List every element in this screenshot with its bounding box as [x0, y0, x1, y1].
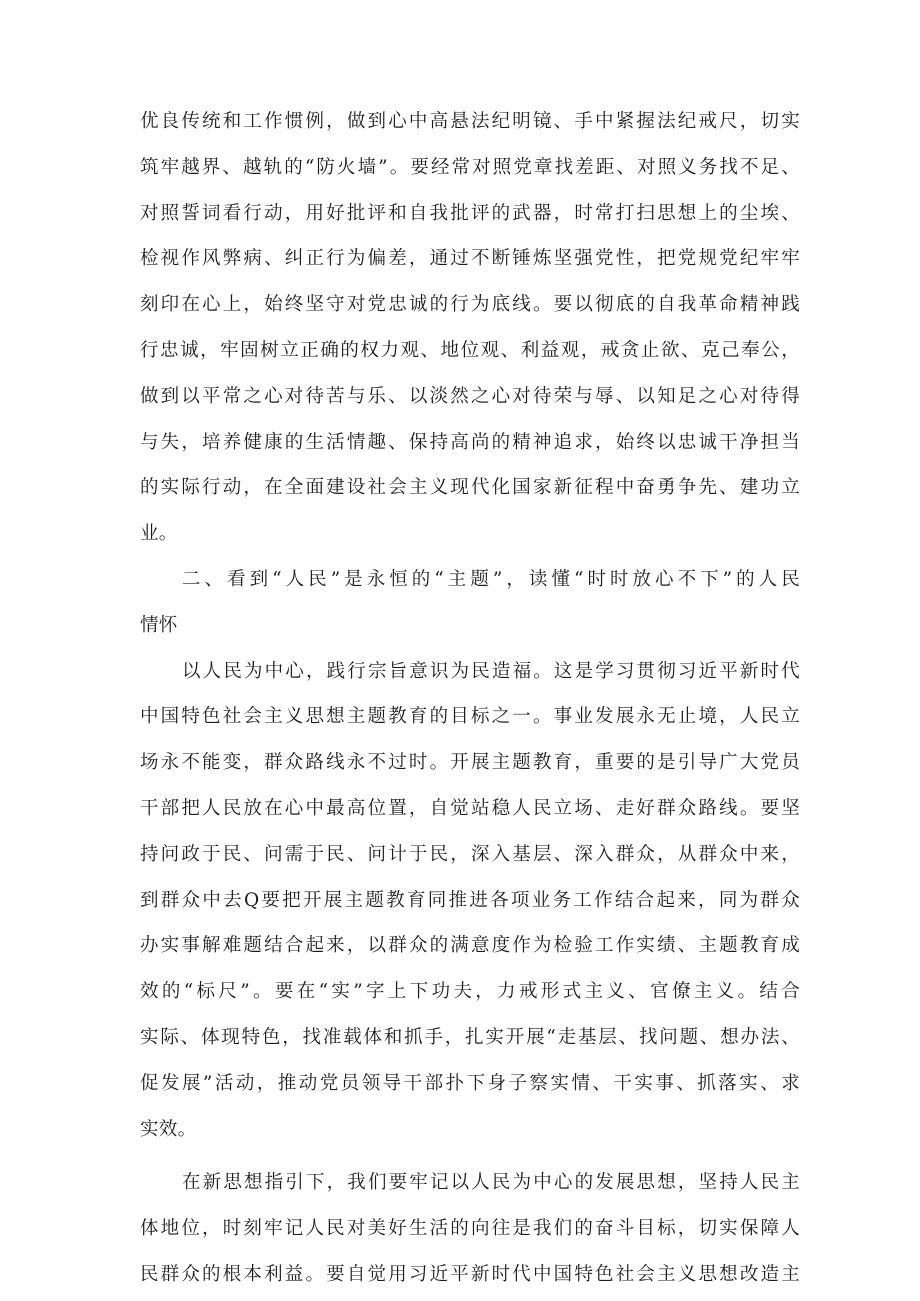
text-line: 持问政于民、问需于民、问计于民，深入基层、深入群众，从群众中来， — [140, 843, 800, 865]
text-line: 与失，培养健康的生活情趣、保持高尚的精神追求，始终以忠诚干净担当 — [140, 431, 800, 453]
text-line: 行忠诚，牢固树立正确的权力观、地位观、利益观，戒贪止欲、克己奉公， — [140, 339, 800, 361]
text-line: 办实事解难题结合起来，以群众的满意度作为检验工作实绩、主题教育成 — [140, 935, 800, 957]
text-line: 对照誓词看行动，用好批评和自我批评的武器，时常打扫思想上的尘埃、 — [140, 202, 800, 224]
text-line: 实际、体现特色，找准载体和抓手，扎实开展“走基层、找问题、想办法、 — [140, 1026, 800, 1048]
text-line: 到群众中去Q要把开展主题教育同推进各项业务工作结合起来，同为群众 — [140, 889, 800, 911]
heading-line: 情怀 — [140, 614, 178, 636]
text-line: 检视作风弊病、纠正行为偏差，通过不断锤炼坚强党性，把党规党纪牢牢 — [140, 248, 800, 270]
paragraph-gap — [140, 1152, 800, 1160]
text-line: 筑牢越界、越轨的“防火墙”。要经常对照党章找差距、对照义务找不足、 — [140, 156, 800, 178]
text-line: 中国特色社会主义思想主题教育的目标之一。事业发展永无止境，人民立 — [140, 706, 800, 728]
text-line: 干部把人民放在心中最高位置，自觉站稳人民立场、走好群众路线。要坚 — [140, 797, 800, 819]
section-heading-2 — [140, 557, 800, 649]
text-line: 民群众的根本利益。要自觉用习近平新时代中国特色社会主义思想改造主 — [140, 1263, 800, 1285]
text-line: 在新思想指引下，我们要牢记以人民为中心的发展思想，坚持人民主 — [182, 1172, 800, 1194]
text-line: 场永不能变，群众路线永不过时。开展主题教育，重要的是引导广大党员 — [140, 752, 800, 774]
text-line: 的实际行动，在全面建设社会主义现代化国家新征程中奋勇争先、建功立 — [140, 477, 800, 499]
text-line: 做到以平常之心对待苦与乐、以淡然之心对待荣与辱、以知足之心对待得 — [140, 385, 800, 407]
text-line: 促发展”活动，推动党员领导干部扑下身子察实情、干实事、抓落实、求 — [140, 1072, 800, 1094]
text-line: 效的“标尺”。要在“实”字上下功夫，力戒形式主义、官僚主义。结合 — [140, 981, 800, 1003]
text-line: 体地位，时刻牢记人民对美好生活的向往是我们的奋斗目标，切实保障人 — [140, 1218, 800, 1240]
text-line: 刻印在心上，始终坚守对党忠诚的行为底线。要以彻底的自我革命精神践 — [140, 294, 800, 316]
document-body — [140, 99, 800, 1298]
paragraph-2 — [140, 649, 800, 1153]
text-line: 实效。 — [140, 1118, 197, 1140]
paragraph-3 — [140, 1160, 800, 1297]
heading-line: 二、看到“人民”是永恒的“主题”，读懂“时时放心不下”的人民 — [182, 568, 800, 590]
text-line: 优良传统和工作惯例，做到心中高悬法纪明镜、手中紧握法纪戒尺，切实 — [140, 111, 800, 132]
text-line: 业。 — [140, 523, 178, 545]
text-line: 以人民为中心，践行宗旨意识为民造福。这是学习贯彻习近平新时代 — [182, 660, 800, 682]
paragraph-1 — [140, 99, 800, 557]
